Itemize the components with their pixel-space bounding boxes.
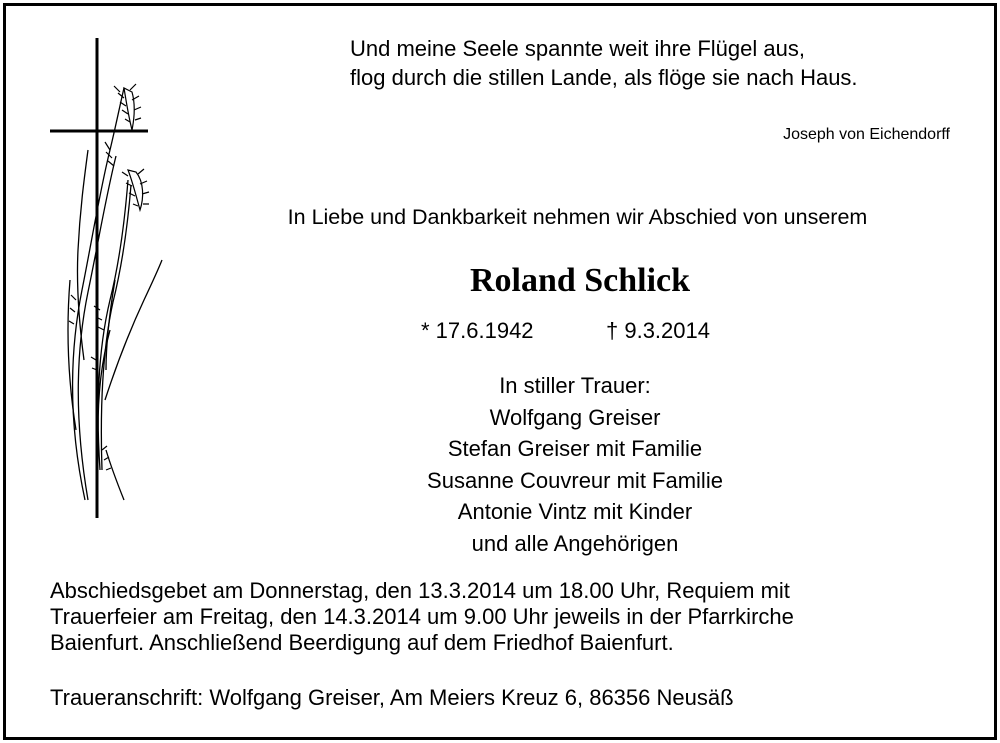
cross-with-grain-stalks-icon (40, 30, 170, 525)
mourning-address: Traueranschrift: Wolfgang Greiser, Am Meiers Kreuz 6, 86356 Neusäß (50, 685, 734, 710)
birth-date: * 17.6.1942 (421, 318, 534, 343)
mourner: Stefan Greiser mit Familie (447, 436, 703, 461)
service-info (50, 578, 970, 656)
poem-line-2: flog durch die stillen Lande, als flöge sie nach Haus. (350, 65, 858, 90)
mourner: Wolfgang Greiser (489, 404, 661, 430)
mourner: Susanne Couvreur mit Familie (427, 467, 723, 493)
mourners-heading: In stiller Trauer: (499, 373, 651, 398)
poem-line-1: Und meine Seele spannte weit ihre Flügel aus, (350, 36, 805, 61)
mourner: und alle Angehörigen (471, 530, 679, 556)
mourner: Antonie Vintz mit Kinder (457, 499, 693, 524)
service-line-1: Abschiedsgebet am Donnerstag, den 13.3.2014 um 18.00 Uhr, Requiem mit (50, 578, 790, 603)
service-line-3: Baienfurt. Anschließend Beerdigung auf dem Friedhof Baienfurt. (50, 630, 674, 655)
poem (350, 34, 858, 92)
deceased-name: Roland Schlick (469, 262, 691, 299)
poem-author: Joseph von Eichendorff (783, 126, 950, 143)
service-line-2: Trauerfeier am Freitag, den 14.3.2014 um 9.00 Uhr jeweils in der Pfarrkirche (50, 604, 794, 629)
death-date: † 9.3.2014 (606, 318, 710, 343)
mourners-list (370, 370, 780, 559)
intro-text: In Liebe und Dankbarkeit nehmen wir Abschied von unserem (287, 205, 868, 229)
